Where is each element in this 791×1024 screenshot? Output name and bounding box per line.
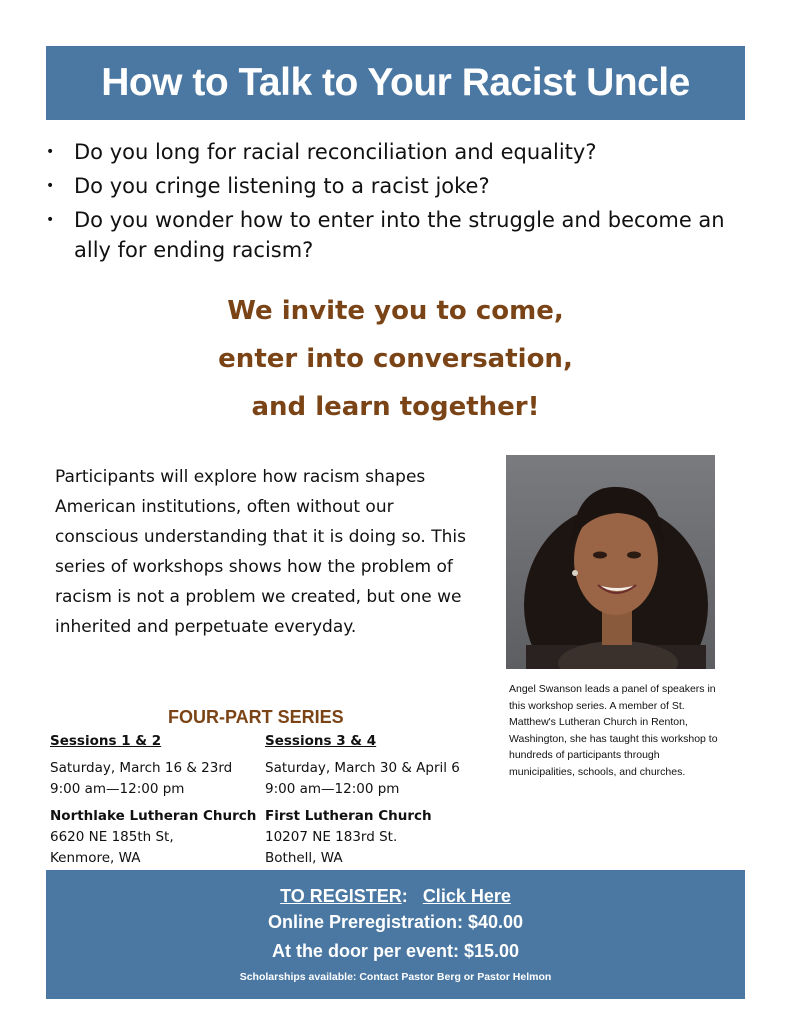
question-text: Do you wonder how to enter into the struggle and become an ally for ending racism? xyxy=(74,208,725,262)
description-paragraph: Participants will explore how racism shapes American institutions, often without our conscious understanding that it is doing so. This series of workshops shows how the problem of racism is not a problem we created, but one we inherited and perpetuate everyday. xyxy=(55,467,466,637)
question-text: Do you long for racial reconciliation and equality? xyxy=(74,140,597,164)
door-price: At the door per event: $15.00 xyxy=(271,941,520,961)
session-time: 9:00 am—12:00 pm xyxy=(50,781,185,797)
invite-line: enter into conversation, xyxy=(218,344,573,374)
register-label: TO REGISTER xyxy=(280,886,402,906)
session-block-1 xyxy=(50,731,260,869)
church-city: Kenmore, WA xyxy=(50,850,141,866)
session-dates: Saturday, March 16 & 23rd xyxy=(50,760,233,776)
session-heading: Sessions 3 & 4 xyxy=(265,733,377,749)
session-block-2 xyxy=(265,731,475,869)
bullet-icon: • xyxy=(46,144,55,160)
page-title: How to Talk to Your Racist Uncle xyxy=(101,61,690,104)
session-dates: Saturday, March 30 & April 6 xyxy=(265,760,460,776)
question-text: Do you cringe listening to a racist joke? xyxy=(74,174,490,198)
church-name: Northlake Lutheran Church xyxy=(50,808,257,824)
church-city: Bothell, WA xyxy=(265,850,343,866)
church-address: 6620 NE 185th St, xyxy=(50,829,174,845)
registration-banner xyxy=(46,870,745,999)
speaker-caption: Angel Swanson leads a panel of speakers in this workshop series. A member of St. Matthew's Lutheran Church in Renton, Washington, she has taught this workshop to hundreds of participants through municipalities, schools, and churches. xyxy=(509,683,718,778)
bullet-icon: • xyxy=(46,178,55,194)
title-banner xyxy=(46,46,745,120)
list-item xyxy=(46,171,736,201)
list-item xyxy=(46,205,736,265)
invite-line: and learn together! xyxy=(251,392,540,422)
invite-line: We invite you to come, xyxy=(227,296,564,326)
question-list xyxy=(46,137,736,269)
session-time: 9:00 am—12:00 pm xyxy=(265,781,400,797)
series-heading: FOUR-PART SERIES xyxy=(168,707,344,727)
portrait-illustration xyxy=(506,455,715,669)
church-name: First Lutheran Church xyxy=(265,808,432,824)
bullet-icon: • xyxy=(46,212,55,228)
online-price: Online Preregistration: $40.00 xyxy=(267,912,524,932)
register-line xyxy=(46,884,745,908)
register-colon: : xyxy=(401,886,408,906)
invitation-heading xyxy=(46,287,745,431)
church-address: 10207 NE 183rd St. xyxy=(265,829,398,845)
session-heading: Sessions 1 & 2 xyxy=(50,733,162,749)
list-item xyxy=(46,137,736,167)
register-link[interactable]: Click Here xyxy=(422,886,511,906)
speaker-photo xyxy=(506,455,715,669)
scholarship-note: Scholarships available: Contact Pastor Berg or Pastor Helmon xyxy=(239,971,552,983)
